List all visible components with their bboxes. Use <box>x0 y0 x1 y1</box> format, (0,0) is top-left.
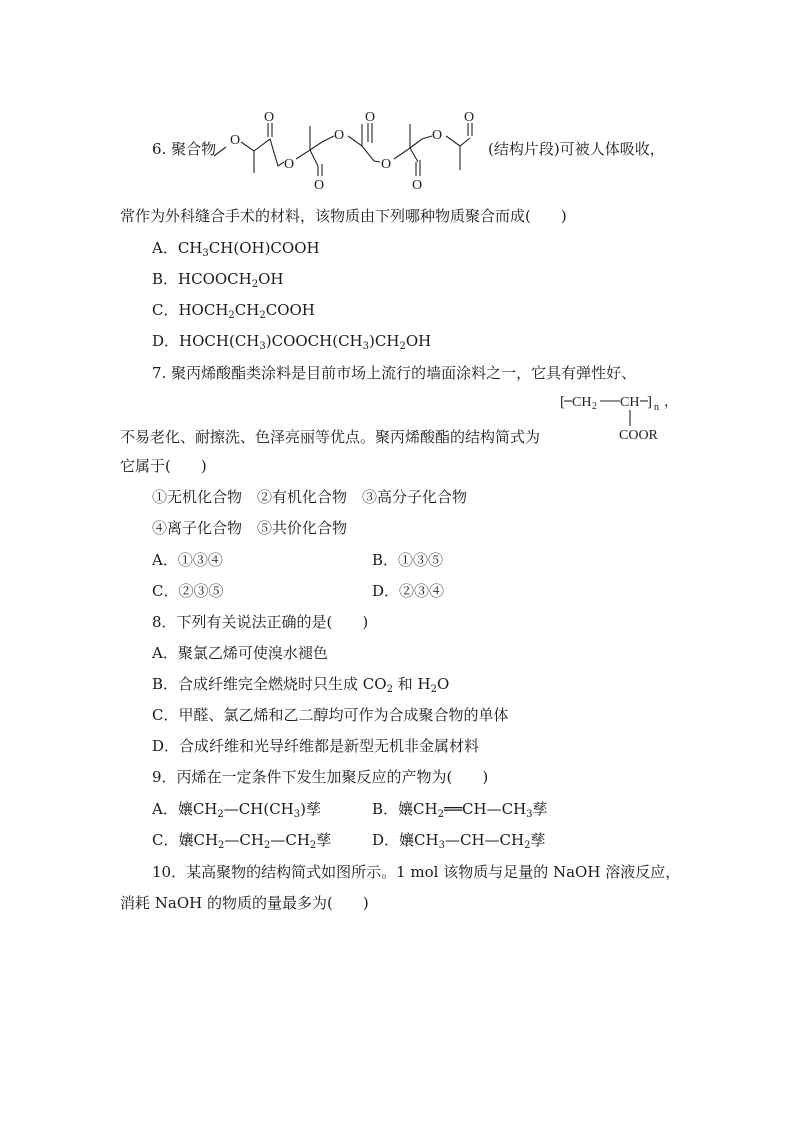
q8-option-b[interactable]: B．合成纤维完全燃烧时只生成 $CO_2$ 和 $H_2O$ <box>152 675 450 695</box>
svg-text:，: ， <box>664 395 678 410</box>
q8-option-d[interactable]: D．合成纤维和光导纤维都是新型无机非金属材料 <box>152 737 480 755</box>
q6-suffix: (结构片段)可被人体吸收， <box>488 140 665 158</box>
atom-o: O <box>365 110 376 125</box>
ch2-label: CH <box>572 395 592 410</box>
q7-option-b[interactable]: B．①③⑤ <box>372 551 444 569</box>
q8-stem: 8．下列有关说法正确的是( ) <box>152 613 369 631</box>
q9-option-b[interactable]: B．孃$CH_2══CH—CH_3$孳 <box>372 800 548 820</box>
q9-stem: 9．丙烯在一定条件下发生加聚反应的产物为( ) <box>152 768 489 786</box>
q9-option-a[interactable]: A．孃$CH_2—CH(CH_3)$孳 <box>152 800 321 820</box>
atom-o: O <box>381 157 392 172</box>
q7-polyacrylate-formula <box>560 390 676 446</box>
q6-option-a[interactable]: A．$CH_3CH(OH)COOH$ <box>152 239 320 259</box>
atom-o: O <box>464 110 475 125</box>
q7-choices-row1: ①无机化合物 ②有机化合物 ③高分子化合物 <box>152 488 468 506</box>
coor-label: COOR <box>619 428 658 443</box>
q9-option-c[interactable]: C．孃$CH_2—CH_2—CH_2$孳 <box>152 831 332 851</box>
atom-o: O <box>264 110 275 125</box>
q7-option-a[interactable]: A．①③④ <box>152 551 223 569</box>
ch-label: CH <box>620 395 640 410</box>
q7-stem-line2: 不易老化、耐擦洗、色泽亮丽等优点。聚丙烯酸酯的结构简式为 <box>120 428 541 446</box>
q8-option-a[interactable]: A．聚氯乙烯可使溴水褪色 <box>152 644 328 662</box>
q7-stem-line3: 它属于( ) <box>120 457 207 475</box>
q6-option-c[interactable]: C．$HOCH_2CH_2COOH$ <box>152 301 315 321</box>
q6-label: 6. 聚合物 <box>152 140 217 158</box>
q6-option-b[interactable]: B．$HCOOCH_2OH$ <box>152 270 284 290</box>
atom-o: O <box>334 128 345 143</box>
q6-option-d[interactable]: D．$HOCH(CH_3)COOCH(CH_3)CH_2OH$ <box>152 332 432 352</box>
q7-choices-row2: ④离子化合物 ⑤共价化合物 <box>152 519 348 537</box>
atom-o: O <box>432 128 443 143</box>
q6-polymer-structure <box>214 106 486 192</box>
atom-o: O <box>412 178 423 193</box>
svg-text:]: ] <box>647 394 652 410</box>
svg-text:2: 2 <box>592 401 597 412</box>
q10-stem-line2: 消耗 NaOH 的物质的量最多为( ) <box>120 894 369 912</box>
svg-text:n: n <box>654 402 659 413</box>
q7-stem-line1: 7. 聚丙烯酸酯类涂料是目前市场上流行的墙面涂料之一，它具有弹性好、 <box>152 364 637 382</box>
atom-o: O <box>314 178 325 193</box>
atom-o: O <box>284 157 295 172</box>
svg-text:[: [ <box>560 394 565 410</box>
q9-option-d[interactable]: D．孃$CH_3—CH—CH_2$孳 <box>372 831 546 851</box>
q10-stem-line1: 10．某高聚物的结构简式如图所示。1 mol 该物质与足量的 NaOH 溶液反应， <box>152 863 681 881</box>
q6-stem: 常作为外科缝合手术的材料，该物质由下列哪种物质聚合而成( ) <box>120 207 567 225</box>
atom-o: O <box>230 133 241 148</box>
q8-option-c[interactable]: C．甲醛、氯乙烯和乙二醇均可作为合成聚合物的单体 <box>152 706 509 724</box>
q7-option-d[interactable]: D．②③④ <box>372 582 445 600</box>
q7-option-c[interactable]: C．②③⑤ <box>152 582 224 600</box>
